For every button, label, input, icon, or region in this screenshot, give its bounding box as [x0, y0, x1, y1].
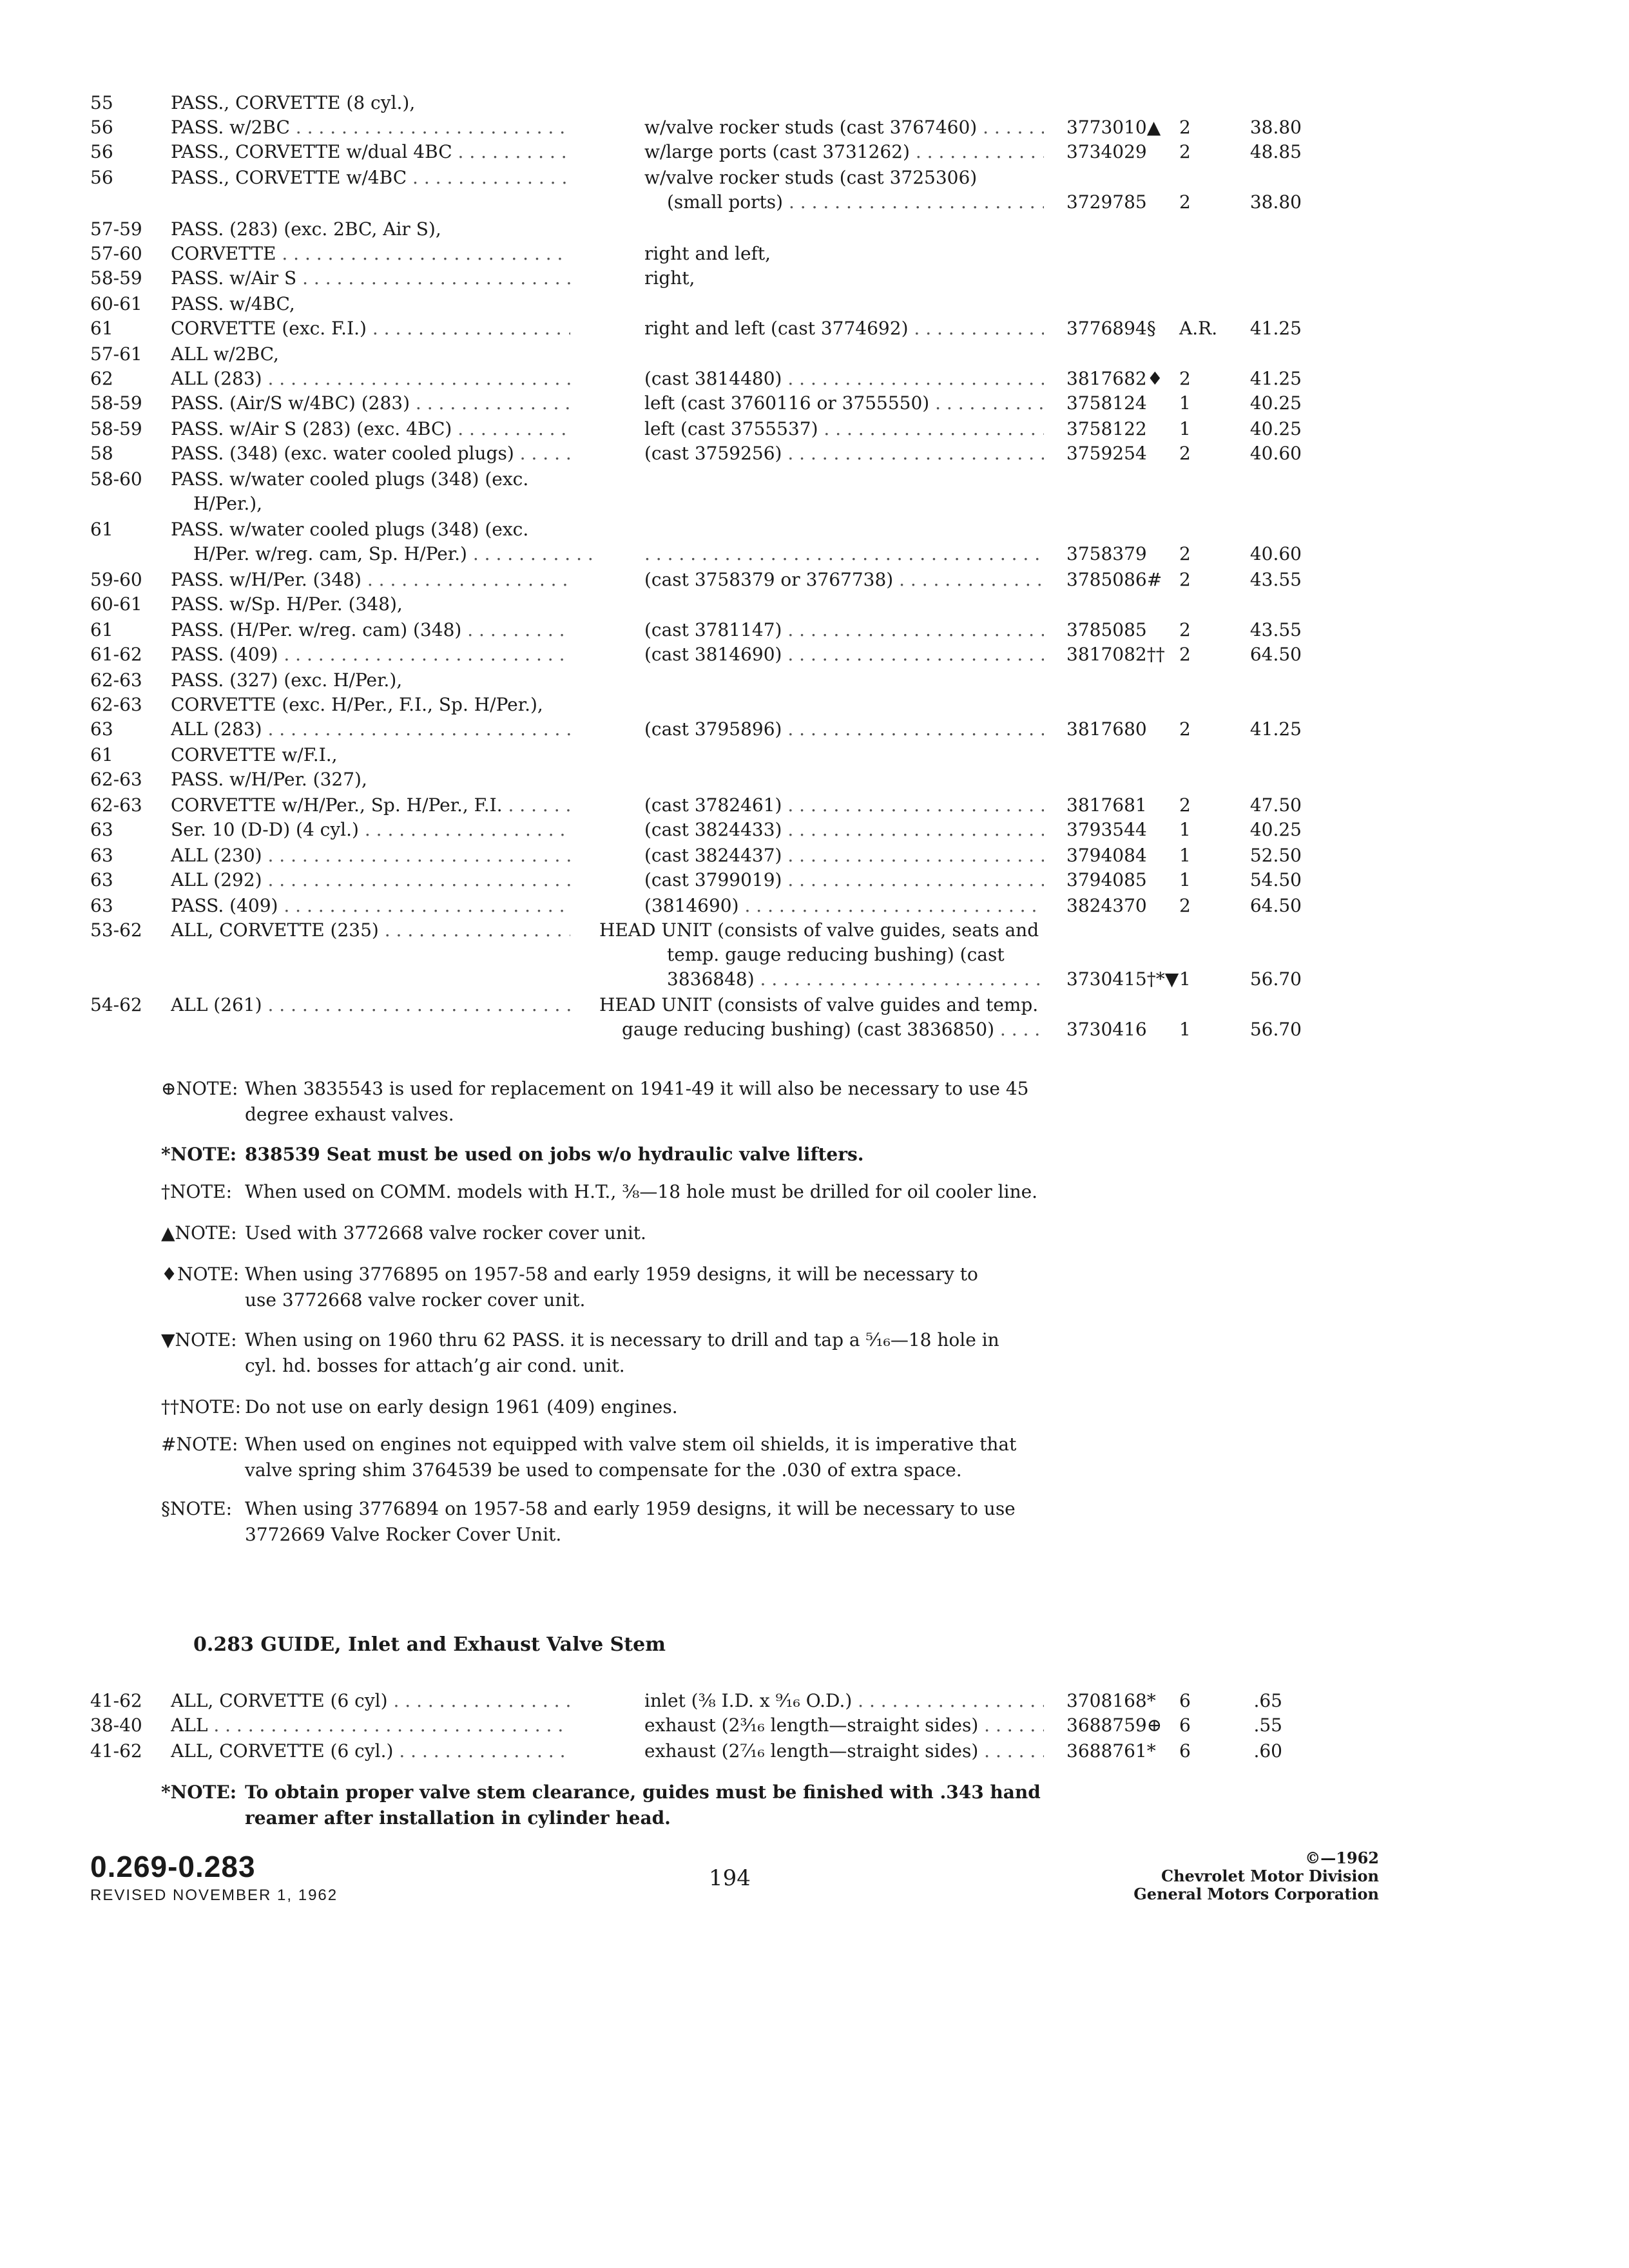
section-title: 0.283 GUIDE, Inlet and Exhaust Valve Stem — [193, 1633, 666, 1656]
table-row — [0, 893, 1629, 919]
quantity-cell: 1 — [1179, 418, 1191, 439]
description-cell: right and left (cast 3774692) . . . — [644, 316, 1044, 341]
footnote-continuation: cyl. hd. bosses for attach’g air cond. unit. — [245, 1355, 625, 1376]
footnote-marker: #NOTE: — [161, 1434, 238, 1455]
year-cell: 62-63 — [90, 669, 142, 691]
price-cell: .60 — [1253, 1740, 1282, 1762]
table-row — [0, 366, 1629, 392]
table-row — [0, 1017, 1629, 1043]
quantity-cell: 2 — [1179, 794, 1191, 816]
model-cell: PASS. w/Sp. H/Per. (348), — [171, 593, 403, 615]
description-cell: (cast 3814480) . . . — [644, 366, 1044, 392]
quantity-cell: 6 — [1179, 1690, 1191, 1711]
description-cell: exhaust (2³⁄₁₆ length—straight sides) . . . — [644, 1713, 1044, 1738]
price-cell: .55 — [1253, 1715, 1282, 1736]
quantity-cell: 2 — [1179, 543, 1191, 564]
table-row — [0, 265, 1629, 291]
price-cell: 40.25 — [1249, 819, 1302, 840]
model-cell: PASS., CORVETTE w/4BC . . . — [171, 165, 570, 191]
description-cell: left (cast 3760116 or 3755550) . . . — [644, 390, 1044, 416]
model-cell: PASS. w/2BC . . . — [171, 115, 570, 140]
part-number-cell: 3794084 — [1066, 845, 1147, 866]
table-row — [0, 115, 1629, 140]
footnote — [161, 1327, 1063, 1379]
quantity-cell: 2 — [1179, 619, 1191, 640]
model-cell: PASS. (327) (exc. H/Per.), — [171, 669, 403, 691]
model-cell: ALL (283) . . . — [171, 366, 570, 392]
description-cell: (small ports) . . . — [667, 189, 1044, 215]
price-cell: 40.60 — [1249, 443, 1302, 464]
part-number-cell: 3785086# — [1066, 569, 1162, 590]
description-cell: HEAD UNIT (consists of valve guides and temp. — [599, 994, 1039, 1015]
table-row — [0, 90, 1629, 116]
table-row — [0, 341, 1629, 367]
table-row — [0, 793, 1629, 818]
table-row — [0, 165, 1629, 191]
description-cell: (cast 3824437) . . . — [644, 843, 1044, 869]
description-cell: (3814690) . . . — [644, 893, 1044, 919]
corporation-name: General Motors Corporation — [1133, 1885, 1379, 1903]
table-row — [0, 668, 1629, 693]
part-number-cell: 3817681 — [1066, 794, 1147, 816]
price-cell: 47.50 — [1249, 794, 1302, 816]
year-cell: 57-60 — [90, 243, 142, 264]
year-cell: 61 — [90, 519, 113, 540]
footnote — [161, 1220, 1063, 1246]
model-cell: ALL, CORVETTE (6 cyl.) . . . — [171, 1738, 570, 1764]
table-row — [0, 241, 1629, 267]
footnote-marker: ▼NOTE: — [161, 1329, 237, 1350]
footnote — [161, 1262, 1063, 1313]
table-row — [0, 139, 1629, 165]
price-cell: 54.50 — [1249, 869, 1302, 890]
part-number-cell: 3688761* — [1066, 1740, 1156, 1762]
year-cell: 61 — [90, 318, 113, 339]
model-cell: CORVETTE . . . — [171, 241, 570, 267]
page-number: 194 — [709, 1865, 751, 1891]
description-cell: temp. gauge reducing bushing) (cast — [667, 944, 1005, 965]
part-number-cell: 3734029 — [1066, 141, 1147, 162]
quantity-cell: 2 — [1179, 191, 1191, 213]
year-cell: 56 — [90, 167, 113, 188]
model-cell: ALL (292) . . . — [171, 867, 570, 893]
price-cell: 38.80 — [1249, 191, 1302, 213]
footnote — [161, 1142, 1063, 1168]
footnote-continuation: valve spring shim 3764539 be used to compensate for the .030 of extra space. — [245, 1459, 962, 1481]
description-cell: HEAD UNIT (consists of valve guides, seats and — [599, 919, 1039, 941]
table-row — [0, 466, 1629, 492]
quantity-cell: 2 — [1179, 644, 1191, 665]
table-row — [0, 867, 1629, 893]
model-cell: H/Per. w/reg. cam, Sp. H/Per.) . . . — [193, 541, 593, 567]
part-number-cell: 3817682♦ — [1066, 368, 1163, 389]
price-cell: 56.70 — [1249, 1019, 1302, 1040]
model-cell: CORVETTE w/H/Per., Sp. H/Per., F.I. . . . — [171, 793, 570, 818]
model-cell: CORVETTE (exc. F.I.) . . . — [171, 316, 570, 341]
quantity-cell: 2 — [1179, 895, 1191, 916]
model-cell: PASS., CORVETTE w/dual 4BC . . . — [171, 139, 570, 165]
table-row — [0, 416, 1629, 442]
price-cell: 64.50 — [1249, 895, 1302, 916]
year-cell: 63 — [90, 895, 113, 916]
model-cell: ALL, CORVETTE (6 cyl) . . . — [171, 1688, 570, 1714]
quantity-cell: 2 — [1179, 718, 1191, 740]
table-row — [0, 918, 1629, 943]
table-row — [0, 441, 1629, 466]
table-row — [0, 742, 1629, 768]
model-cell: PASS. (Air/S w/4BC) (283) . . . — [171, 390, 570, 416]
description-cell: w/valve rocker studs (cast 3725306) — [644, 167, 978, 188]
description-cell — [644, 541, 1044, 567]
year-cell: 63 — [90, 869, 113, 890]
footnote — [161, 1179, 1063, 1205]
footnote-text: Used with 3772668 valve rocker cover unit. — [245, 1222, 646, 1244]
year-cell: 54-62 — [90, 994, 142, 1015]
model-cell: PASS. w/Air S (283) (exc. 4BC) . . . — [171, 416, 570, 442]
table-row — [0, 692, 1629, 718]
part-number-cell: 3708168* — [1066, 1690, 1156, 1711]
year-cell: 41-62 — [90, 1740, 142, 1762]
description-cell: (cast 3758379 or 3767738) . . . — [644, 567, 1044, 593]
description-cell: gauge reducing bushing) (cast 3836850) . . . — [622, 1017, 1044, 1043]
price-cell: 43.55 — [1249, 619, 1302, 640]
footnote-continuation: degree exhaust valves. — [245, 1104, 454, 1125]
quantity-cell: 2 — [1179, 368, 1191, 389]
year-cell: 58-59 — [90, 392, 142, 414]
year-cell: 55 — [90, 92, 113, 113]
quantity-cell: A.R. — [1179, 318, 1218, 339]
footnote-marker: *NOTE: — [161, 1782, 237, 1803]
footnote-text: When using 3776894 on 1957-58 and early 1959 designs, it will be necessary to use — [245, 1498, 1016, 1519]
year-cell: 62 — [90, 368, 113, 389]
model-cell: PASS. (409) . . . — [171, 893, 570, 919]
quantity-cell: 2 — [1179, 141, 1191, 162]
model-cell: PASS. (409) . . . — [171, 642, 570, 668]
year-cell: 62-63 — [90, 794, 142, 816]
table-row — [0, 617, 1629, 643]
part-number-cell: 3776894§ — [1066, 318, 1156, 339]
table-row — [0, 817, 1629, 843]
description-cell: (cast 3795896) . . . — [644, 716, 1044, 742]
model-cell: ALL (283) . . . — [171, 716, 570, 742]
description-cell: exhaust (2⁷⁄₁₆ length—straight sides) . . . — [644, 1738, 1044, 1764]
price-cell: 64.50 — [1249, 644, 1302, 665]
description-cell: left (cast 3755537) . . . — [644, 416, 1044, 442]
footnote-text: When using 3776895 on 1957-58 and early 1959 designs, it will be necessary to — [245, 1264, 978, 1285]
part-number-cell: 3758124 — [1066, 392, 1147, 414]
table-row — [0, 767, 1629, 793]
model-cell: PASS. w/Air S . . . — [171, 265, 570, 291]
table-row — [0, 1713, 1629, 1738]
table-row — [0, 843, 1629, 869]
table-row — [0, 390, 1629, 416]
year-cell: 58-59 — [90, 267, 142, 289]
table-row — [0, 189, 1629, 215]
year-cell: 61 — [90, 744, 113, 765]
table-row — [0, 966, 1629, 992]
part-number-cell: 3794085 — [1066, 869, 1147, 890]
part-number-cell: 3758122 — [1066, 418, 1147, 439]
footnote-continuation: reamer after installation in cylinder head. — [245, 1807, 671, 1829]
footnote-marker: *NOTE: — [161, 1144, 237, 1165]
year-cell: 57-61 — [90, 343, 142, 365]
group-code: 0.269-0.283 — [90, 1850, 256, 1883]
year-cell: 57-59 — [90, 218, 142, 240]
year-cell: 63 — [90, 718, 113, 740]
description-cell: 3836848) . . . — [667, 966, 1044, 992]
part-number-cell: 3817680 — [1066, 718, 1147, 740]
table-row — [0, 541, 1629, 567]
model-cell: H/Per.), — [193, 493, 263, 514]
footnote-marker: §NOTE: — [161, 1498, 233, 1519]
year-cell: 63 — [90, 819, 113, 840]
model-cell: ALL, CORVETTE (235) . . . — [171, 918, 570, 943]
footnote-marker: ⊕NOTE: — [161, 1078, 238, 1099]
quantity-cell: 1 — [1179, 968, 1191, 990]
table-row — [0, 716, 1629, 742]
model-cell: ALL . . . — [171, 1713, 570, 1738]
year-cell: 58-60 — [90, 468, 142, 490]
model-cell: ALL w/2BC, — [171, 343, 279, 365]
quantity-cell: 2 — [1179, 117, 1191, 138]
price-cell: 38.80 — [1249, 117, 1302, 138]
model-cell: PASS. (283) (exc. 2BC, Air S), — [171, 218, 441, 240]
footnote-marker: ††NOTE: — [161, 1396, 242, 1418]
year-cell: 38-40 — [90, 1715, 142, 1736]
table-row — [0, 216, 1629, 242]
footnote — [161, 1432, 1063, 1483]
price-cell: 52.50 — [1249, 845, 1302, 866]
part-number-cell: 3785085 — [1066, 619, 1147, 640]
model-cell: CORVETTE (exc. H/Per., F.I., Sp. H/Per.), — [171, 694, 543, 715]
part-number-cell: 3759254 — [1066, 443, 1147, 464]
footnote-marker: †NOTE: — [161, 1181, 233, 1202]
description-cell: (cast 3781147) . . . — [644, 617, 1044, 643]
year-cell: 60-61 — [90, 293, 142, 314]
year-cell: 58-59 — [90, 418, 142, 439]
part-number-cell: 3729785 — [1066, 191, 1147, 213]
description-cell: inlet (⅜ I.D. x ⁹⁄₁₆ O.D.) . . . — [644, 1688, 1044, 1714]
footnote-text: When used on COMM. models with H.T., ⅜—18 hole must be drilled for oil cooler line. — [245, 1181, 1038, 1202]
model-cell: PASS., CORVETTE (8 cyl.), — [171, 92, 416, 113]
part-number-cell: 3758379 — [1066, 543, 1147, 564]
part-number-cell: 3688759⊕ — [1066, 1715, 1162, 1736]
part-number-cell: 3730415†*▼ — [1066, 968, 1179, 990]
quantity-cell: 1 — [1179, 392, 1191, 414]
year-cell: 56 — [90, 141, 113, 162]
table-row — [0, 1688, 1629, 1714]
table-row — [0, 316, 1629, 341]
price-cell: .65 — [1253, 1690, 1282, 1711]
price-cell: 43.55 — [1249, 569, 1302, 590]
footnote-text: When using on 1960 thru 62 PASS. it is necessary to drill and tap a ⁵⁄₁₆—18 hole in — [245, 1329, 999, 1350]
part-number-cell: 3773010▲ — [1066, 117, 1161, 138]
part-number-cell: 3793544 — [1066, 819, 1147, 840]
description-cell: (cast 3759256) . . . — [644, 441, 1044, 466]
model-cell: Ser. 10 (D-D) (4 cyl.) . . . — [171, 817, 570, 843]
year-cell: 41-62 — [90, 1690, 142, 1711]
model-cell: PASS. (348) (exc. water cooled plugs) . . . — [171, 441, 570, 466]
price-cell: 41.25 — [1249, 318, 1302, 339]
part-number-cell: 3824370 — [1066, 895, 1147, 916]
model-cell: CORVETTE w/F.I., — [171, 744, 338, 765]
quantity-cell: 2 — [1179, 569, 1191, 590]
description-cell: w/large ports (cast 3731262) . . . — [644, 139, 1044, 165]
footer-right — [1095, 1849, 1379, 1903]
table-row — [0, 567, 1629, 593]
year-cell: 62-63 — [90, 769, 142, 790]
quantity-cell: 6 — [1179, 1715, 1191, 1736]
footnote-text: Do not use on early design 1961 (409) engines. — [245, 1396, 678, 1418]
footnote-marker: ♦NOTE: — [161, 1264, 240, 1285]
table-row — [0, 992, 1629, 1018]
price-cell: 40.25 — [1249, 392, 1302, 414]
model-cell: ALL (261) . . . — [171, 992, 570, 1018]
year-cell: 61-62 — [90, 644, 142, 665]
division-name: Chevrolet Motor Division — [1161, 1867, 1379, 1885]
model-cell: PASS. w/H/Per. (327), — [171, 769, 367, 790]
footnote-text: To obtain proper valve stem clearance, guides must be finished with .343 hand — [245, 1782, 1041, 1803]
footer-left — [90, 1849, 338, 1905]
footnote-text: When 3835543 is used for replacement on 1941-49 it will also be necessary to use 45 — [245, 1078, 1029, 1099]
footnote-marker: ▲NOTE: — [161, 1222, 237, 1244]
year-cell: 58 — [90, 443, 113, 464]
footnote — [161, 1076, 1063, 1128]
quantity-cell: 6 — [1179, 1740, 1191, 1762]
description-cell: w/valve rocker studs (cast 3767460) . . . — [644, 115, 1044, 140]
quantity-cell: 2 — [1179, 443, 1191, 464]
quantity-cell: 1 — [1179, 869, 1191, 890]
price-cell: 41.25 — [1249, 368, 1302, 389]
part-number-cell: 3817082†† — [1066, 644, 1165, 665]
model-cell: PASS. w/H/Per. (348) . . . — [171, 567, 570, 593]
footnote — [161, 1496, 1063, 1548]
footnote-text: 838539 Seat must be used on jobs w/o hydraulic valve lifters. — [245, 1144, 864, 1165]
table-row — [0, 1738, 1629, 1764]
footnote-continuation: 3772669 Valve Rocker Cover Unit. — [245, 1524, 562, 1545]
table-row — [0, 942, 1629, 968]
year-cell: 60-61 — [90, 593, 142, 615]
footnote-text: When used on engines not equipped with valve stem oil shields, it is imperative that — [245, 1434, 1017, 1455]
part-number-cell: 3730416 — [1066, 1019, 1147, 1040]
price-cell: 56.70 — [1249, 968, 1302, 990]
footnote-continuation: use 3772668 valve rocker cover unit. — [245, 1289, 586, 1311]
year-cell: 53-62 — [90, 919, 142, 941]
table-row — [0, 642, 1629, 668]
model-cell: PASS. w/4BC, — [171, 293, 295, 314]
table-row — [0, 591, 1629, 617]
description-cell: (cast 3799019) . . . — [644, 867, 1044, 893]
table-row — [0, 491, 1629, 517]
year-cell: 59-60 — [90, 569, 142, 590]
year-cell: 63 — [90, 845, 113, 866]
footnote — [161, 1780, 1063, 1831]
description-cell: (cast 3824433) . . . — [644, 817, 1044, 843]
year-cell: 62-63 — [90, 694, 142, 715]
model-cell: ALL (230) . . . — [171, 843, 570, 869]
table-row — [0, 517, 1629, 543]
description-cell: right, — [644, 267, 695, 289]
price-cell: 48.85 — [1249, 141, 1302, 162]
price-cell: 41.25 — [1249, 718, 1302, 740]
price-cell: 40.60 — [1249, 543, 1302, 564]
quantity-cell: 1 — [1179, 819, 1191, 840]
price-cell: 40.25 — [1249, 418, 1302, 439]
year-cell: 61 — [90, 619, 113, 640]
revised-date: REVISED NOVEMBER 1, 1962 — [90, 1887, 338, 1904]
copyright: ©—1962 — [1305, 1849, 1379, 1867]
footnote — [161, 1394, 1063, 1420]
description-cell: (cast 3782461) . . . — [644, 793, 1044, 818]
quantity-cell: 1 — [1179, 845, 1191, 866]
model-cell: PASS. (H/Per. w/reg. cam) (348) . . . — [171, 617, 570, 643]
description-cell: (cast 3814690) . . . — [644, 642, 1044, 668]
year-cell: 56 — [90, 117, 113, 138]
model-cell: PASS. w/water cooled plugs (348) (exc. — [171, 519, 529, 540]
table-row — [0, 291, 1629, 317]
quantity-cell: 1 — [1179, 1019, 1191, 1040]
description-cell: right and left, — [644, 243, 771, 264]
model-cell: PASS. w/water cooled plugs (348) (exc. — [171, 468, 529, 490]
